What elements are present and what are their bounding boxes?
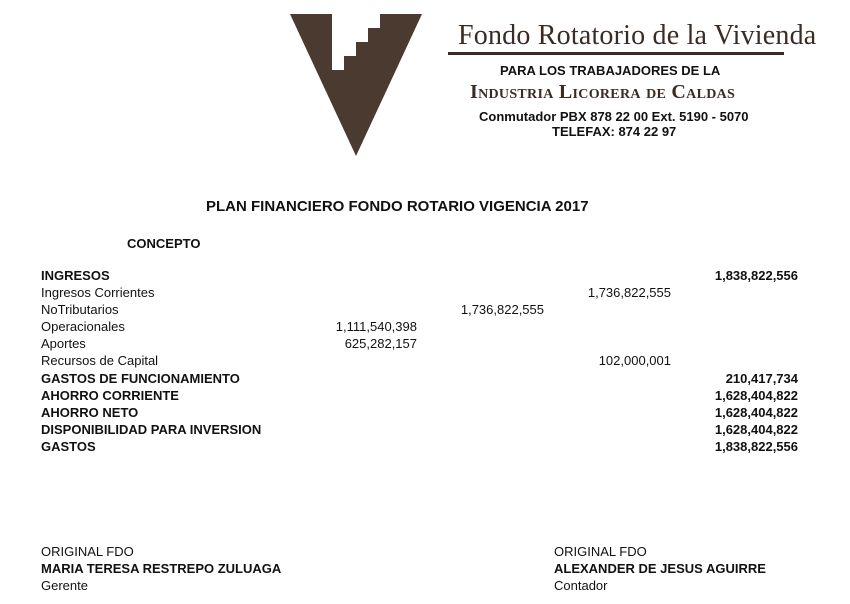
row-label: GASTOS DE FUNCIONAMIENTO: [41, 371, 240, 386]
table-row: [0, 319, 850, 336]
table-row: [0, 388, 850, 405]
table-row: [0, 353, 850, 370]
row-col3-value: 102,000,001: [598, 353, 671, 368]
row-label: Ingresos Corrientes: [41, 285, 155, 300]
signature-name: MARIA TERESA RESTREPO ZULUAGA: [41, 561, 282, 576]
row-total-value: 210,417,734: [725, 371, 798, 386]
header-telefax: TELEFAX: 874 22 97: [552, 124, 677, 139]
row-total-value: 1,628,404,822: [714, 422, 798, 437]
row-label: AHORRO CORRIENTE: [41, 388, 179, 403]
signature-note: ORIGINAL FDO: [554, 544, 647, 559]
row-label: DISPONIBILIDAD PARA INVERSION: [41, 422, 262, 437]
row-label: INGRESOS: [41, 268, 110, 283]
table-row: [0, 336, 850, 353]
row-total-value: 1,838,822,556: [714, 268, 798, 283]
table-row: [0, 371, 850, 388]
table-row: [0, 405, 850, 422]
row-total-value: 1,628,404,822: [714, 388, 798, 403]
signature-role: Contador: [554, 578, 608, 593]
row-label: GASTOS: [41, 439, 96, 454]
row-label: AHORRO NETO: [41, 405, 139, 420]
row-col2-value: 1,736,822,555: [460, 302, 544, 317]
signature-block-gerente: [41, 543, 281, 594]
row-label: Aportes: [41, 336, 86, 351]
concepto-header: CONCEPTO: [127, 236, 201, 251]
signature-block-contador: [554, 543, 766, 594]
org-name: Fondo Rotatorio de la Vivienda: [458, 20, 817, 51]
row-col1-value: 1,111,540,398: [335, 319, 417, 334]
table-row: [0, 302, 850, 319]
signature-name: ALEXANDER DE JESUS AGUIRRE: [554, 561, 766, 576]
logo-icon: [290, 14, 422, 156]
table-row: [0, 439, 850, 456]
row-label: NoTributarios: [41, 302, 119, 317]
signature-role: Gerente: [41, 578, 88, 593]
table-row: [0, 422, 850, 439]
row-col3-value: 1,736,822,555: [587, 285, 671, 300]
header-phone: Conmutador PBX 878 22 00 Ext. 5190 - 5070: [479, 109, 749, 124]
row-total-value: 1,628,404,822: [714, 405, 798, 420]
row-col1-value: 625,282,157: [344, 336, 417, 351]
header-divider: [448, 52, 784, 55]
signature-note: ORIGINAL FDO: [41, 544, 134, 559]
table-row: [0, 285, 850, 302]
row-total-value: 1,838,822,556: [714, 439, 798, 454]
row-label: Recursos de Capital: [41, 353, 159, 368]
row-label: Operacionales: [41, 319, 125, 334]
header-subtitle: PARA LOS TRABAJADORES DE LA: [500, 63, 721, 78]
document-title: PLAN FINANCIERO FONDO ROTARIO VIGENCIA 2017: [206, 198, 589, 215]
header-company: Industria Licorera de Caldas: [470, 81, 736, 103]
table-row: [0, 268, 850, 285]
